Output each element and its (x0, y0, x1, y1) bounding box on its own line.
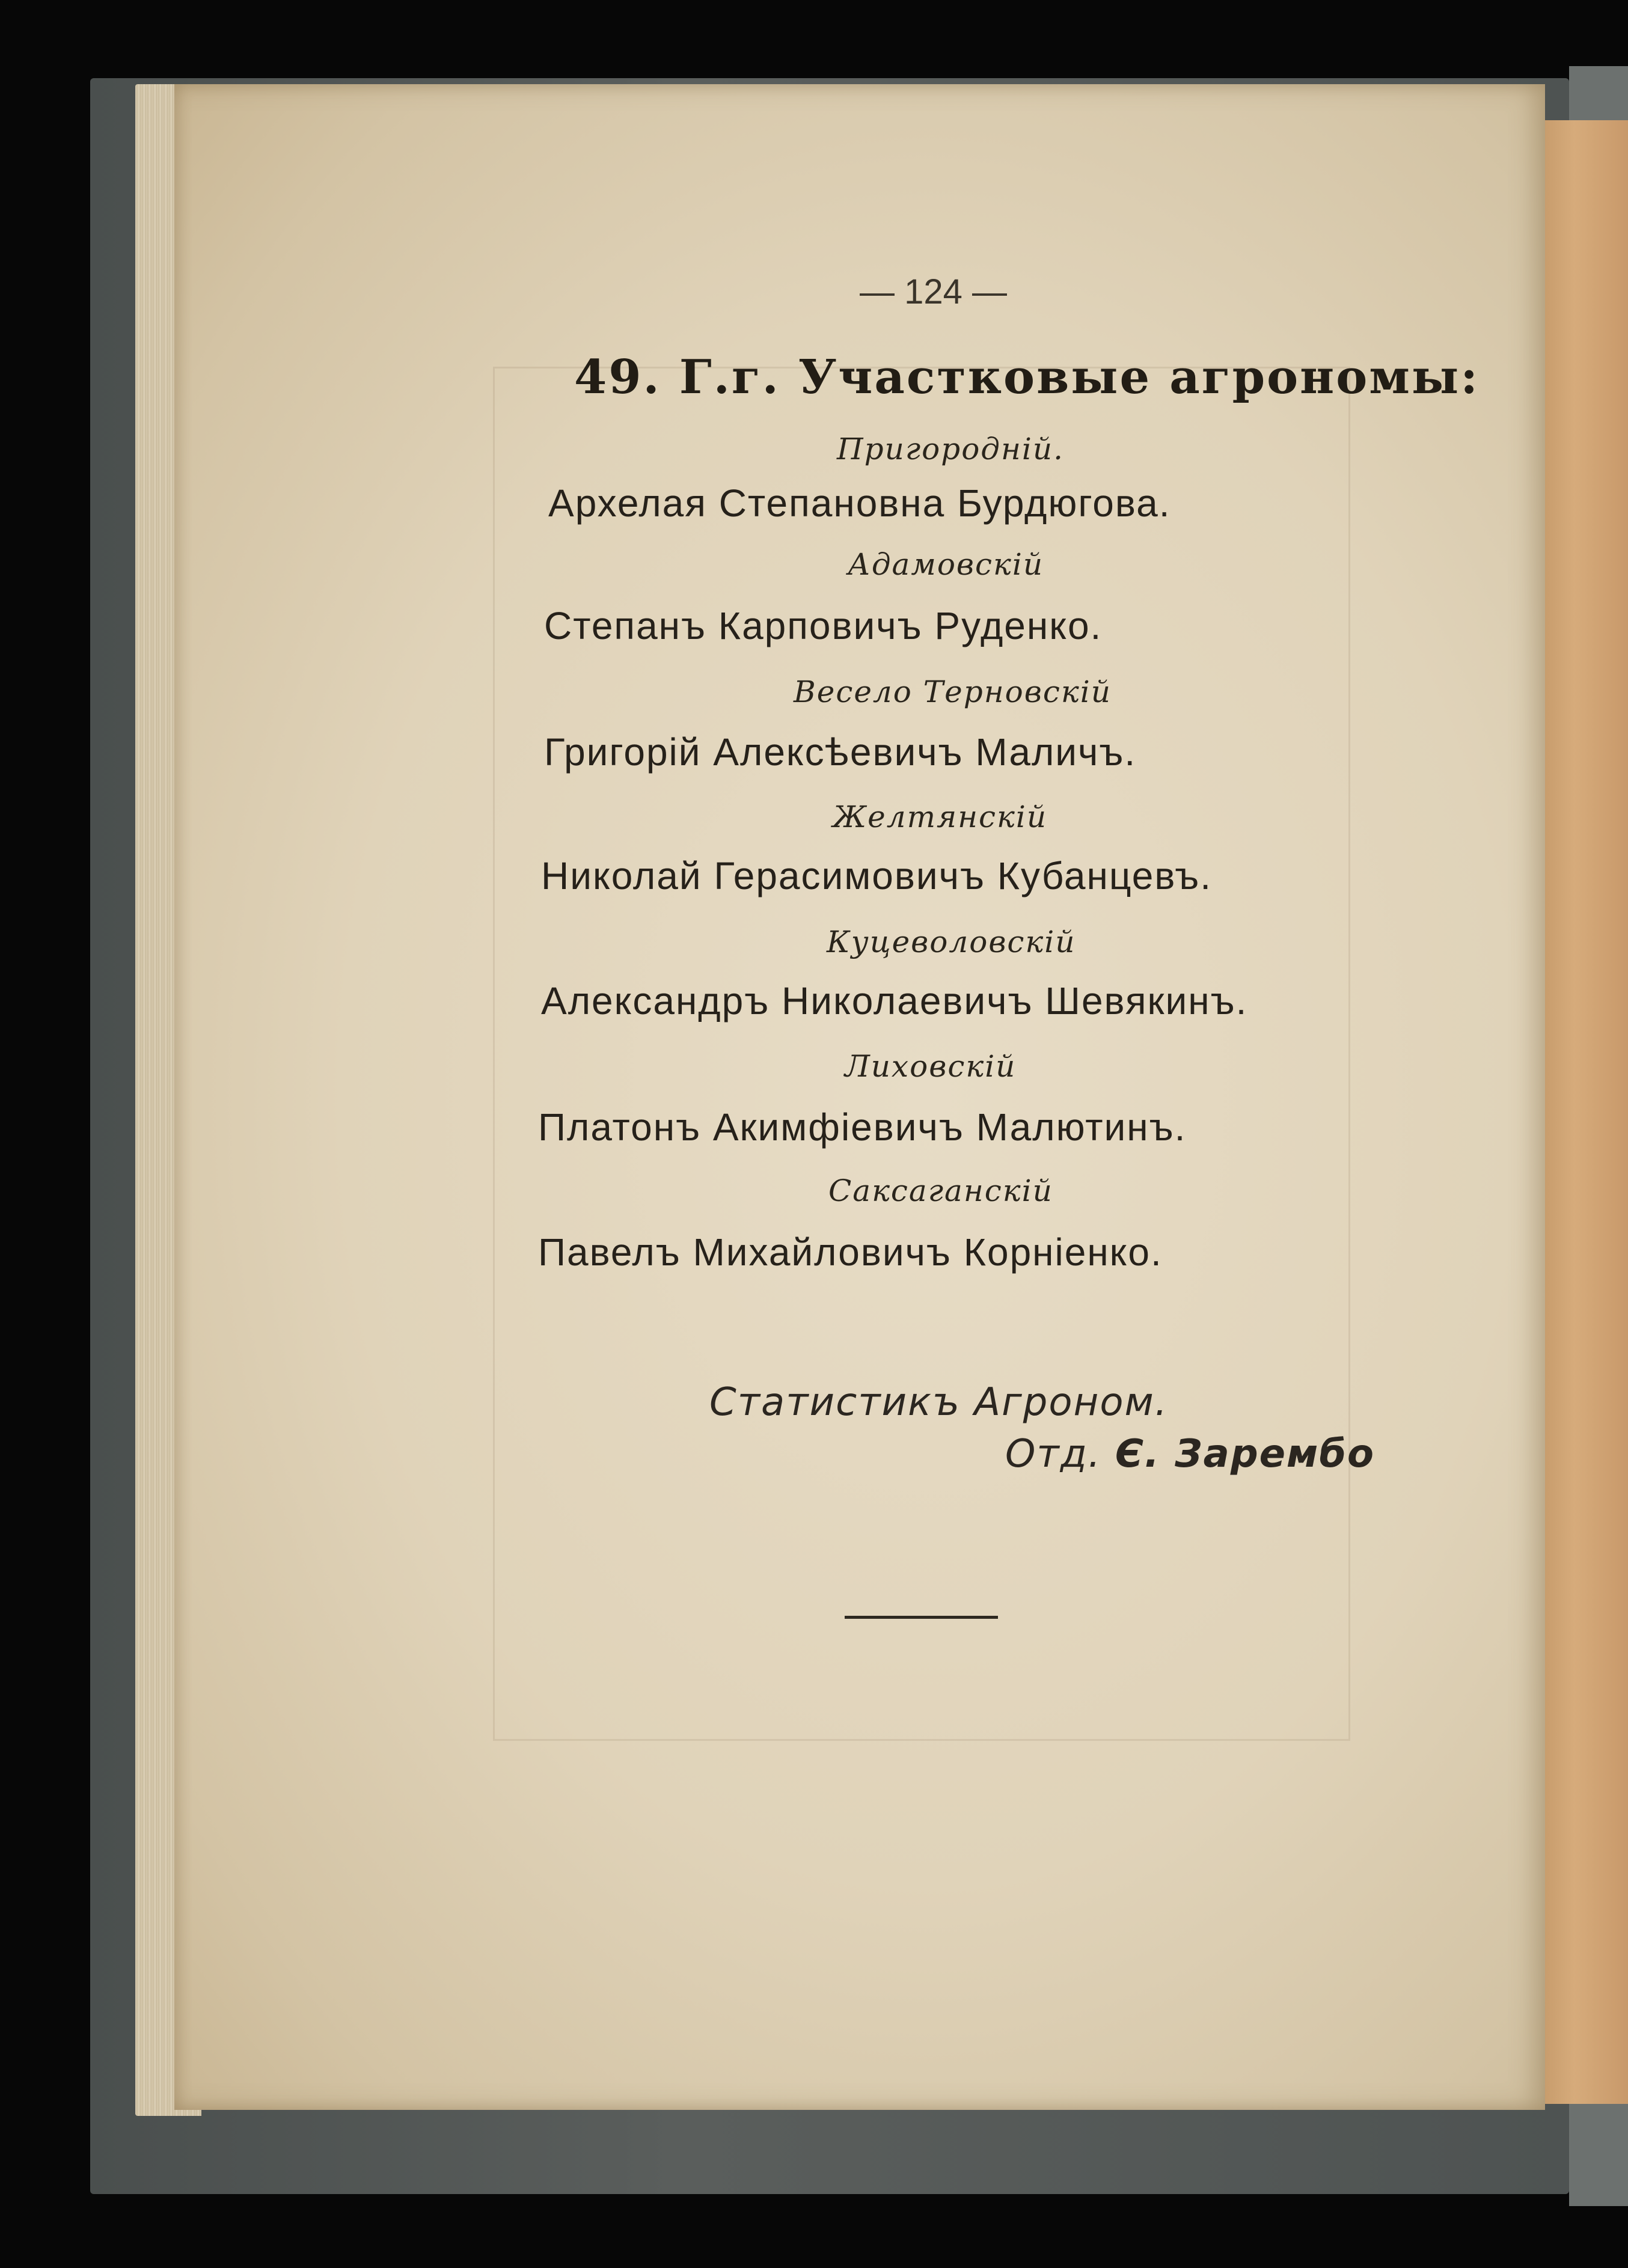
signature-name: Є. Зарембо (1115, 1432, 1375, 1476)
district-label: Пригородній. (837, 432, 1065, 466)
section-heading: 49. Г.г. Участковые агрономы: (574, 350, 1480, 405)
closing-rule (845, 1616, 998, 1619)
district-label: Лиховскій (845, 1049, 1017, 1084)
agronomist-name: Степанъ Карповичъ Руденко. (544, 604, 1103, 647)
district-label: Адамовскій (848, 547, 1044, 582)
agronomist-name: Архелая Степановна Бурдюгова. (548, 481, 1171, 525)
district-label: Саксаганскій (828, 1173, 1053, 1208)
adjacent-page (1539, 120, 1628, 2104)
agronomist-name: Платонъ Акимфіевичъ Малютинъ. (538, 1105, 1187, 1149)
signature (1005, 1432, 1375, 1476)
signature-dept: Отд. (1005, 1432, 1102, 1476)
agronomist-name: Николай Герасимовичъ Кубанцевъ. (541, 854, 1213, 897)
district-label: Весело Терновскій (794, 674, 1112, 709)
agronomist-name: Александръ Николаевичъ Шевякинъ. (541, 979, 1248, 1022)
district-label: Желтянскій (833, 799, 1048, 834)
district-label: Куцеволовскій (827, 925, 1076, 959)
signature-title: Статистикъ Агроном. (709, 1380, 1169, 1425)
agronomist-name: Павелъ Михайловичъ Корніенко. (538, 1230, 1163, 1274)
agronomist-name: Григорій Алексѣевичъ Маличъ. (544, 730, 1137, 774)
page-number: — 124 — (860, 272, 1007, 311)
